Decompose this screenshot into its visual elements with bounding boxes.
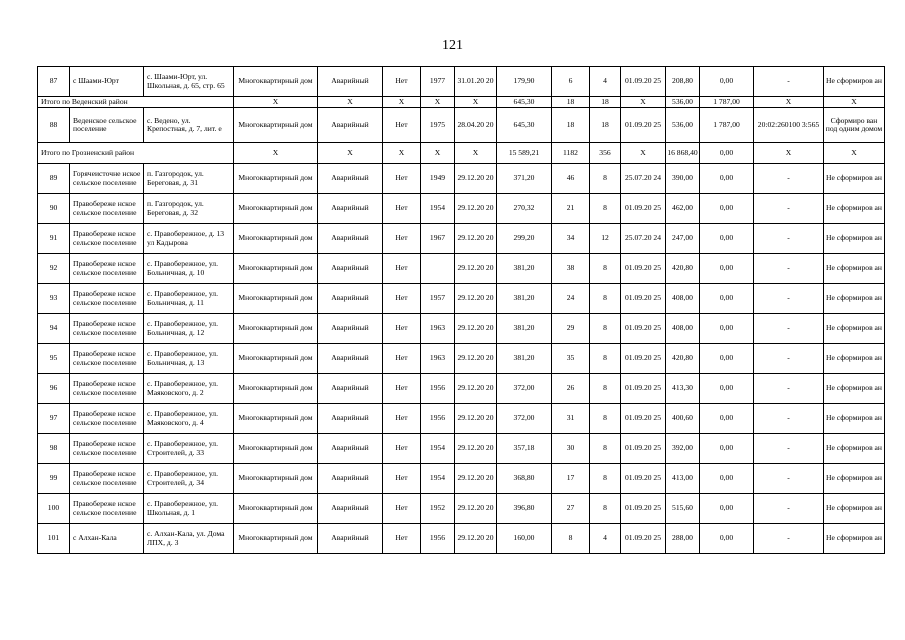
residents-count-cell: 17 bbox=[552, 464, 590, 494]
condition-cell: Аварийный bbox=[318, 67, 383, 97]
area-3-cell: 0,00 bbox=[700, 464, 754, 494]
address-cell: с. Правобережное, ул. Больничная, д. 12 bbox=[144, 314, 234, 344]
table-row bbox=[38, 344, 885, 374]
land-status-cell: Не сформиров ан bbox=[824, 194, 885, 224]
condition-cell: Аварийный bbox=[318, 434, 383, 464]
area-cell: 381,20 bbox=[497, 314, 552, 344]
subtotal-label: Итого по Веденский район bbox=[38, 97, 234, 108]
area-cell: 357,18 bbox=[497, 434, 552, 464]
premises-count-cell: 8 bbox=[590, 344, 621, 374]
row-number: 100 bbox=[38, 494, 70, 524]
deadline-date-cell: 01.09.20 25 bbox=[621, 194, 666, 224]
condition-cell: Аварийный bbox=[318, 464, 383, 494]
premises-count-cell: 8 bbox=[590, 374, 621, 404]
condition-cell: Аварийный bbox=[318, 194, 383, 224]
premises-count-cell: 4 bbox=[590, 524, 621, 554]
cadastral-number-cell: - bbox=[754, 434, 824, 464]
area-2-cell: 413,00 bbox=[666, 464, 700, 494]
settlement-cell: Веденское сельское поселение bbox=[70, 108, 144, 143]
area-2-cell: 208,80 bbox=[666, 67, 700, 97]
area-cell: 372,00 bbox=[497, 404, 552, 434]
deadline-date-cell: 01.09.20 25 bbox=[621, 374, 666, 404]
residents-count-cell: 35 bbox=[552, 344, 590, 374]
subtotal-residents: 1182 bbox=[552, 143, 590, 164]
condition-cell: Аварийный bbox=[318, 164, 383, 194]
recognition-date-cell: 29.12.20 20 bbox=[455, 434, 497, 464]
address-cell: с. Правобережное, ул. Строителей, д. 33 bbox=[144, 434, 234, 464]
table-row bbox=[38, 284, 885, 314]
building-type-cell: Многоквартирный дом bbox=[234, 164, 318, 194]
area-cell: 371,20 bbox=[497, 164, 552, 194]
subtotal-area-2: 16 868,40 bbox=[666, 143, 700, 164]
premises-count-cell: 8 bbox=[590, 434, 621, 464]
row-number: 90 bbox=[38, 194, 70, 224]
year-cell: 1956 bbox=[421, 404, 455, 434]
condition-cell: Аварийный bbox=[318, 494, 383, 524]
row-number: 99 bbox=[38, 464, 70, 494]
year-cell: 1949 bbox=[421, 164, 455, 194]
premises-count-cell: 8 bbox=[590, 194, 621, 224]
area-3-cell: 0,00 bbox=[700, 374, 754, 404]
cadastral-number-cell: - bbox=[754, 494, 824, 524]
deadline-date-cell: 25.07.20 24 bbox=[621, 224, 666, 254]
residents-count-cell: 27 bbox=[552, 494, 590, 524]
condition-cell: Аварийный bbox=[318, 108, 383, 143]
building-type-cell: Многоквартирный дом bbox=[234, 108, 318, 143]
flag-cell: Нет bbox=[383, 374, 421, 404]
area-2-cell: 420,80 bbox=[666, 344, 700, 374]
cadastral-number-cell: 20:02:260100 3:565 bbox=[754, 108, 824, 143]
subtotal-residents: 18 bbox=[552, 97, 590, 108]
building-type-cell: Многоквартирный дом bbox=[234, 344, 318, 374]
year-cell: 1954 bbox=[421, 194, 455, 224]
area-3-cell: 0,00 bbox=[700, 164, 754, 194]
premises-count-cell: 8 bbox=[590, 284, 621, 314]
table-row bbox=[38, 164, 885, 194]
cadastral-number-cell: - bbox=[754, 344, 824, 374]
address-cell: с. Алхан-Кала, ул. Дома ЛПХ, д. 3 bbox=[144, 524, 234, 554]
building-type-cell: Многоквартирный дом bbox=[234, 404, 318, 434]
flag-cell: Нет bbox=[383, 314, 421, 344]
address-cell: с. Правобережное, ул. Больничная, д. 11 bbox=[144, 284, 234, 314]
cadastral-number-cell: - bbox=[754, 194, 824, 224]
recognition-date-cell: 29.12.20 20 bbox=[455, 164, 497, 194]
address-cell: с. Правобережное, д. 13 ул Кадырова bbox=[144, 224, 234, 254]
residents-count-cell: 24 bbox=[552, 284, 590, 314]
area-3-cell: 0,00 bbox=[700, 314, 754, 344]
table-row bbox=[38, 108, 885, 143]
building-type-cell: Многоквартирный дом bbox=[234, 224, 318, 254]
premises-count-cell: 8 bbox=[590, 164, 621, 194]
area-cell: 381,20 bbox=[497, 254, 552, 284]
land-status-cell: Не сформиров ан bbox=[824, 344, 885, 374]
table-row bbox=[38, 404, 885, 434]
land-status-cell: Не сформиров ан bbox=[824, 494, 885, 524]
year-cell: 1954 bbox=[421, 434, 455, 464]
area-cell: 270,32 bbox=[497, 194, 552, 224]
recognition-date-cell: 29.12.20 20 bbox=[455, 314, 497, 344]
year-cell: 1975 bbox=[421, 108, 455, 143]
flag-cell: Нет bbox=[383, 494, 421, 524]
flag-cell: Нет bbox=[383, 464, 421, 494]
year-cell: 1977 bbox=[421, 67, 455, 97]
recognition-date-cell: 28.04.20 20 bbox=[455, 108, 497, 143]
residents-count-cell: 30 bbox=[552, 434, 590, 464]
settlement-cell: с Шаами-Юрт bbox=[70, 67, 144, 97]
row-number: 89 bbox=[38, 164, 70, 194]
row-number: 95 bbox=[38, 344, 70, 374]
subtotal-label: Итого по Грозненский район bbox=[38, 143, 234, 164]
table-row bbox=[38, 67, 885, 97]
area-cell: 396,80 bbox=[497, 494, 552, 524]
premises-count-cell: 12 bbox=[590, 224, 621, 254]
area-cell: 372,00 bbox=[497, 374, 552, 404]
cadastral-number-cell: - bbox=[754, 164, 824, 194]
area-2-cell: 247,00 bbox=[666, 224, 700, 254]
recognition-date-cell: 29.12.20 20 bbox=[455, 494, 497, 524]
building-type-cell: Многоквартирный дом bbox=[234, 464, 318, 494]
address-cell: с. Шаами-Юрт, ул. Школьная, д. 65, стр. 65 bbox=[144, 67, 234, 97]
cadastral-number-cell: - bbox=[754, 464, 824, 494]
land-status-cell: Не сформиров ан bbox=[824, 434, 885, 464]
deadline-date-cell: 01.09.20 25 bbox=[621, 314, 666, 344]
x-mark: X bbox=[621, 143, 666, 164]
address-cell: с. Правобережное, ул. Школьная, д. 1 bbox=[144, 494, 234, 524]
flag-cell: Нет bbox=[383, 284, 421, 314]
table-row bbox=[38, 314, 885, 344]
deadline-date-cell: 01.09.20 25 bbox=[621, 254, 666, 284]
building-type-cell: Многоквартирный дом bbox=[234, 434, 318, 464]
year-cell: 1967 bbox=[421, 224, 455, 254]
year-cell: 1957 bbox=[421, 284, 455, 314]
condition-cell: Аварийный bbox=[318, 254, 383, 284]
recognition-date-cell: 29.12.20 20 bbox=[455, 524, 497, 554]
page-number: 121 bbox=[442, 38, 463, 53]
condition-cell: Аварийный bbox=[318, 344, 383, 374]
table-row bbox=[38, 374, 885, 404]
row-number: 93 bbox=[38, 284, 70, 314]
address-cell: с. Правобережное, ул. Больничная, д. 13 bbox=[144, 344, 234, 374]
building-type-cell: Многоквартирный дом bbox=[234, 67, 318, 97]
recognition-date-cell: 29.12.20 20 bbox=[455, 284, 497, 314]
area-3-cell: 0,00 bbox=[700, 194, 754, 224]
settlement-cell: с Алхан-Кала bbox=[70, 524, 144, 554]
area-2-cell: 392,00 bbox=[666, 434, 700, 464]
address-cell: с. Правобережное, ул. Строителей, д. 34 bbox=[144, 464, 234, 494]
cadastral-number-cell: - bbox=[754, 404, 824, 434]
land-status-cell: Не сформиров ан bbox=[824, 67, 885, 97]
settlement-cell: Правобереже нское сельское поселение bbox=[70, 194, 144, 224]
deadline-date-cell: 01.09.20 25 bbox=[621, 344, 666, 374]
year-cell bbox=[421, 254, 455, 284]
flag-cell: Нет bbox=[383, 224, 421, 254]
premises-count-cell: 4 bbox=[590, 67, 621, 97]
subtotal-row bbox=[38, 97, 885, 108]
land-status-cell: Не сформиров ан bbox=[824, 464, 885, 494]
area-2-cell: 515,60 bbox=[666, 494, 700, 524]
deadline-date-cell: 01.09.20 25 bbox=[621, 494, 666, 524]
building-type-cell: Многоквартирный дом bbox=[234, 494, 318, 524]
premises-count-cell: 8 bbox=[590, 314, 621, 344]
area-cell: 160,00 bbox=[497, 524, 552, 554]
x-mark: X bbox=[421, 143, 455, 164]
deadline-date-cell: 01.09.20 25 bbox=[621, 108, 666, 143]
row-number: 92 bbox=[38, 254, 70, 284]
year-cell: 1952 bbox=[421, 494, 455, 524]
settlement-cell: Горячеисточне нское сельское поселение bbox=[70, 164, 144, 194]
building-type-cell: Многоквартирный дом bbox=[234, 254, 318, 284]
address-cell: с. Ведено, ул. Крепостная, д. 7, лит. е bbox=[144, 108, 234, 143]
settlement-cell: Правобереже нское сельское поселение bbox=[70, 464, 144, 494]
area-2-cell: 536,00 bbox=[666, 108, 700, 143]
residents-count-cell: 21 bbox=[552, 194, 590, 224]
area-3-cell: 0,00 bbox=[700, 344, 754, 374]
premises-count-cell: 18 bbox=[590, 108, 621, 143]
building-type-cell: Многоквартирный дом bbox=[234, 524, 318, 554]
cadastral-number-cell: - bbox=[754, 224, 824, 254]
x-mark: X bbox=[318, 97, 383, 108]
recognition-date-cell: 29.12.20 20 bbox=[455, 464, 497, 494]
settlement-cell: Правобереже нское сельское поселение bbox=[70, 434, 144, 464]
land-status-cell: Не сформиров ан bbox=[824, 164, 885, 194]
area-3-cell: 0,00 bbox=[700, 67, 754, 97]
area-2-cell: 288,00 bbox=[666, 524, 700, 554]
cadastral-number-cell: - bbox=[754, 254, 824, 284]
condition-cell: Аварийный bbox=[318, 284, 383, 314]
cadastral-number-cell: - bbox=[754, 524, 824, 554]
address-cell: с. Правобережное, ул. Больничная, д. 10 bbox=[144, 254, 234, 284]
premises-count-cell: 8 bbox=[590, 464, 621, 494]
condition-cell: Аварийный bbox=[318, 374, 383, 404]
area-2-cell: 462,00 bbox=[666, 194, 700, 224]
subtotal-area: 645,30 bbox=[497, 97, 552, 108]
area-3-cell: 0,00 bbox=[700, 494, 754, 524]
x-mark: X bbox=[754, 97, 824, 108]
land-status-cell: Не сформиров ан bbox=[824, 224, 885, 254]
x-mark: X bbox=[754, 143, 824, 164]
subtotal-premises: 356 bbox=[590, 143, 621, 164]
area-2-cell: 408,00 bbox=[666, 284, 700, 314]
building-type-cell: Многоквартирный дом bbox=[234, 374, 318, 404]
deadline-date-cell: 01.09.20 25 bbox=[621, 524, 666, 554]
land-status-cell: Не сформиров ан bbox=[824, 524, 885, 554]
settlement-cell: Правобереже нское сельское поселение bbox=[70, 224, 144, 254]
row-number: 88 bbox=[38, 108, 70, 143]
deadline-date-cell: 01.09.20 25 bbox=[621, 67, 666, 97]
row-number: 101 bbox=[38, 524, 70, 554]
condition-cell: Аварийный bbox=[318, 314, 383, 344]
area-cell: 179,90 bbox=[497, 67, 552, 97]
year-cell: 1956 bbox=[421, 524, 455, 554]
address-cell: п. Газгородок, ул. Береговая, д. 32 bbox=[144, 194, 234, 224]
x-mark: X bbox=[824, 97, 885, 108]
area-3-cell: 0,00 bbox=[700, 284, 754, 314]
residents-count-cell: 46 bbox=[552, 164, 590, 194]
area-2-cell: 390,00 bbox=[666, 164, 700, 194]
residents-count-cell: 26 bbox=[552, 374, 590, 404]
residents-count-cell: 8 bbox=[552, 524, 590, 554]
year-cell: 1963 bbox=[421, 314, 455, 344]
subtotal-premises: 18 bbox=[590, 97, 621, 108]
premises-count-cell: 8 bbox=[590, 404, 621, 434]
building-type-cell: Многоквартирный дом bbox=[234, 194, 318, 224]
table-row bbox=[38, 254, 885, 284]
condition-cell: Аварийный bbox=[318, 404, 383, 434]
housing-registry-table bbox=[37, 66, 885, 554]
subtotal-area-2: 536,00 bbox=[666, 97, 700, 108]
settlement-cell: Правобереже нское сельское поселение bbox=[70, 254, 144, 284]
recognition-date-cell: 29.12.20 20 bbox=[455, 404, 497, 434]
residents-count-cell: 31 bbox=[552, 404, 590, 434]
area-3-cell: 1 787,00 bbox=[700, 108, 754, 143]
premises-count-cell: 8 bbox=[590, 254, 621, 284]
area-2-cell: 408,00 bbox=[666, 314, 700, 344]
building-type-cell: Многоквартирный дом bbox=[234, 284, 318, 314]
x-mark: X bbox=[824, 143, 885, 164]
x-mark: X bbox=[383, 143, 421, 164]
row-number: 91 bbox=[38, 224, 70, 254]
subtotal-area: 15 589,21 bbox=[497, 143, 552, 164]
table-row bbox=[38, 434, 885, 464]
area-3-cell: 0,00 bbox=[700, 404, 754, 434]
x-mark: X bbox=[455, 143, 497, 164]
settlement-cell: Правобереже нское сельское поселение bbox=[70, 314, 144, 344]
subtotal-area-3: 0,00 bbox=[700, 143, 754, 164]
area-cell: 381,20 bbox=[497, 344, 552, 374]
cadastral-number-cell: - bbox=[754, 67, 824, 97]
area-2-cell: 400,60 bbox=[666, 404, 700, 434]
area-3-cell: 0,00 bbox=[700, 524, 754, 554]
recognition-date-cell: 31.01.20 20 bbox=[455, 67, 497, 97]
flag-cell: Нет bbox=[383, 344, 421, 374]
flag-cell: Нет bbox=[383, 254, 421, 284]
land-status-cell: Не сформиров ан bbox=[824, 404, 885, 434]
flag-cell: Нет bbox=[383, 524, 421, 554]
residents-count-cell: 38 bbox=[552, 254, 590, 284]
table-row bbox=[38, 194, 885, 224]
row-number: 98 bbox=[38, 434, 70, 464]
x-mark: X bbox=[234, 143, 318, 164]
flag-cell: Нет bbox=[383, 108, 421, 143]
residents-count-cell: 18 bbox=[552, 108, 590, 143]
subtotal-area-3: 1 787,00 bbox=[700, 97, 754, 108]
settlement-cell: Правобереже нское сельское поселение bbox=[70, 374, 144, 404]
x-mark: X bbox=[318, 143, 383, 164]
area-cell: 645,30 bbox=[497, 108, 552, 143]
land-status-cell: Сформиро ван под одним домом bbox=[824, 108, 885, 143]
deadline-date-cell: 25.07.20 24 bbox=[621, 164, 666, 194]
land-status-cell: Не сформиров ан bbox=[824, 284, 885, 314]
year-cell: 1956 bbox=[421, 374, 455, 404]
residents-count-cell: 29 bbox=[552, 314, 590, 344]
address-cell: п. Газгородок, ул. Береговая, д. 31 bbox=[144, 164, 234, 194]
address-cell: с. Правобережное, ул. Маяковского, д. 4 bbox=[144, 404, 234, 434]
recognition-date-cell: 29.12.20 20 bbox=[455, 344, 497, 374]
table-row bbox=[38, 524, 885, 554]
area-cell: 368,80 bbox=[497, 464, 552, 494]
flag-cell: Нет bbox=[383, 67, 421, 97]
subtotal-row bbox=[38, 143, 885, 164]
condition-cell: Аварийный bbox=[318, 224, 383, 254]
cadastral-number-cell: - bbox=[754, 284, 824, 314]
land-status-cell: Не сформиров ан bbox=[824, 314, 885, 344]
row-number: 97 bbox=[38, 404, 70, 434]
deadline-date-cell: 01.09.20 25 bbox=[621, 434, 666, 464]
settlement-cell: Правобереже нское сельское поселение bbox=[70, 494, 144, 524]
recognition-date-cell: 29.12.20 20 bbox=[455, 194, 497, 224]
building-type-cell: Многоквартирный дом bbox=[234, 314, 318, 344]
condition-cell: Аварийный bbox=[318, 524, 383, 554]
flag-cell: Нет bbox=[383, 434, 421, 464]
area-2-cell: 413,30 bbox=[666, 374, 700, 404]
premises-count-cell: 8 bbox=[590, 494, 621, 524]
table-row bbox=[38, 464, 885, 494]
x-mark: X bbox=[383, 97, 421, 108]
recognition-date-cell: 29.12.20 20 bbox=[455, 224, 497, 254]
x-mark: X bbox=[621, 97, 666, 108]
residents-count-cell: 34 bbox=[552, 224, 590, 254]
year-cell: 1963 bbox=[421, 344, 455, 374]
row-number: 87 bbox=[38, 67, 70, 97]
land-status-cell: Не сформиров ан bbox=[824, 374, 885, 404]
deadline-date-cell: 01.09.20 25 bbox=[621, 284, 666, 314]
land-status-cell: Не сформиров ан bbox=[824, 254, 885, 284]
deadline-date-cell: 01.09.20 25 bbox=[621, 464, 666, 494]
settlement-cell: Правобереже нское сельское поселение bbox=[70, 404, 144, 434]
area-3-cell: 0,00 bbox=[700, 224, 754, 254]
address-cell: с. Правобережное, ул. Маяковского, д. 2 bbox=[144, 374, 234, 404]
x-mark: X bbox=[421, 97, 455, 108]
area-3-cell: 0,00 bbox=[700, 434, 754, 464]
deadline-date-cell: 01.09.20 25 bbox=[621, 404, 666, 434]
flag-cell: Нет bbox=[383, 404, 421, 434]
row-number: 96 bbox=[38, 374, 70, 404]
table-row bbox=[38, 494, 885, 524]
row-number: 94 bbox=[38, 314, 70, 344]
area-cell: 381,20 bbox=[497, 284, 552, 314]
cadastral-number-cell: - bbox=[754, 314, 824, 344]
year-cell: 1954 bbox=[421, 464, 455, 494]
recognition-date-cell: 29.12.20 20 bbox=[455, 374, 497, 404]
flag-cell: Нет bbox=[383, 164, 421, 194]
table-row bbox=[38, 224, 885, 254]
recognition-date-cell: 29.12.20 20 bbox=[455, 254, 497, 284]
settlement-cell: Правобереже нское сельское поселение bbox=[70, 344, 144, 374]
area-3-cell: 0,00 bbox=[700, 254, 754, 284]
residents-count-cell: 6 bbox=[552, 67, 590, 97]
area-2-cell: 420,80 bbox=[666, 254, 700, 284]
cadastral-number-cell: - bbox=[754, 374, 824, 404]
area-cell: 299,20 bbox=[497, 224, 552, 254]
x-mark: X bbox=[455, 97, 497, 108]
flag-cell: Нет bbox=[383, 194, 421, 224]
x-mark: X bbox=[234, 97, 318, 108]
settlement-cell: Правобереже нское сельское поселение bbox=[70, 284, 144, 314]
